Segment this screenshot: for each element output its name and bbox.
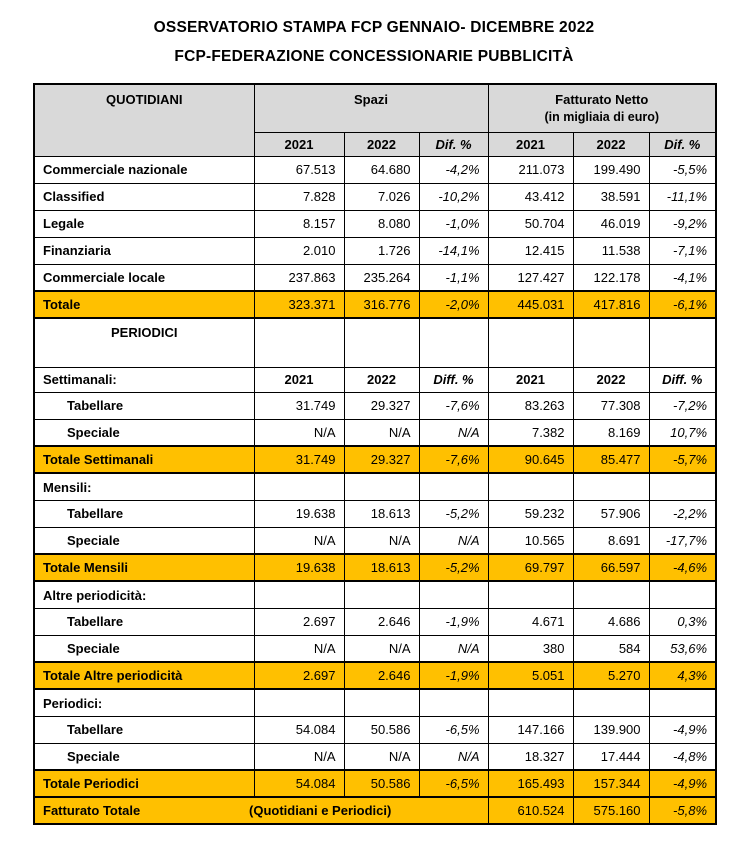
- table-row-grand-total: [34, 797, 716, 824]
- cell-value: 18.613: [344, 500, 419, 527]
- table-row-data: [34, 210, 716, 237]
- cell-value: -2,0%: [419, 291, 488, 318]
- table-body: [34, 156, 716, 824]
- cell-value: 59.232: [488, 500, 573, 527]
- row-label: Commerciale nazionale: [34, 156, 254, 183]
- cell-value: 5.270: [573, 662, 649, 689]
- cell-value: -14,1%: [419, 237, 488, 264]
- cell-value: 64.680: [344, 156, 419, 183]
- cell-value: 43.412: [488, 183, 573, 210]
- cell-value: 211.073: [488, 156, 573, 183]
- cell-value: 18.327: [488, 743, 573, 770]
- table-row-data: [34, 716, 716, 743]
- table-row-total: [34, 446, 716, 473]
- header-quotidiani: QUOTIDIANI: [34, 84, 254, 156]
- cell-value: 8.169: [573, 419, 649, 446]
- cell-value: 2021: [488, 367, 573, 392]
- page-title: [0, 0, 748, 71]
- cell-value: 2.697: [254, 608, 344, 635]
- empty-cell: [488, 581, 573, 608]
- cell-value: 7.828: [254, 183, 344, 210]
- cell-value: N/A: [254, 527, 344, 554]
- row-label: Periodici:: [34, 689, 254, 716]
- cell-value: 10,7%: [649, 419, 716, 446]
- empty-cell: [419, 689, 488, 716]
- cell-value: 445.031: [488, 291, 573, 318]
- cell-value: N/A: [419, 635, 488, 662]
- empty-cell: [344, 689, 419, 716]
- cell-value: 12.415: [488, 237, 573, 264]
- header-fatturato: [488, 84, 716, 132]
- table-row-data: [34, 743, 716, 770]
- table-row-data: [34, 527, 716, 554]
- cell-value: -5,5%: [649, 156, 716, 183]
- cell-value: -11,1%: [649, 183, 716, 210]
- cell-value: 323.371: [254, 291, 344, 318]
- empty-cell: [419, 318, 488, 345]
- cell-value: 2022: [573, 367, 649, 392]
- cell-value: 19.638: [254, 554, 344, 581]
- header-fatturato-line2: (in migliaia di euro): [544, 110, 660, 125]
- table-row-data: [34, 608, 716, 635]
- cell-value: 11.538: [573, 237, 649, 264]
- cell-value: 199.490: [573, 156, 649, 183]
- row-label: Finanziaria: [34, 237, 254, 264]
- header-dif-pct: Dif. %: [649, 132, 716, 156]
- cell-value: 57.906: [573, 500, 649, 527]
- empty-cell: [649, 581, 716, 608]
- row-label: Tabellare: [34, 500, 254, 527]
- cell-value: -1,9%: [419, 662, 488, 689]
- row-label: Commerciale locale: [34, 264, 254, 291]
- cell-value: -4,8%: [649, 743, 716, 770]
- cell-value: -1,0%: [419, 210, 488, 237]
- row-label: Mensili:: [34, 473, 254, 500]
- row-label: Legale: [34, 210, 254, 237]
- cell-value: 2.646: [344, 662, 419, 689]
- row-label: Totale Mensili: [34, 554, 254, 581]
- cell-value: 127.427: [488, 264, 573, 291]
- table-row-total: [34, 291, 716, 318]
- cell-value: 66.597: [573, 554, 649, 581]
- cell-value: 2.697: [254, 662, 344, 689]
- cell-value: -6,5%: [419, 716, 488, 743]
- cell-value: -5,2%: [419, 554, 488, 581]
- row-label: Speciale: [34, 635, 254, 662]
- cell-value: 53,6%: [649, 635, 716, 662]
- empty-cell: [419, 473, 488, 500]
- empty-cell: [34, 345, 254, 367]
- cell-value: N/A: [344, 419, 419, 446]
- empty-cell: [419, 581, 488, 608]
- empty-cell: [488, 318, 573, 345]
- cell-value: 2021: [254, 367, 344, 392]
- cell-value: 4.686: [573, 608, 649, 635]
- cell-value: -6,5%: [419, 770, 488, 797]
- cell-value: 147.166: [488, 716, 573, 743]
- row-label-cell: [34, 797, 488, 824]
- empty-cell: [488, 689, 573, 716]
- cell-value: 69.797: [488, 554, 573, 581]
- cell-value: -9,2%: [649, 210, 716, 237]
- cell-value: -4,9%: [649, 716, 716, 743]
- cell-value: -10,2%: [419, 183, 488, 210]
- cell-value: N/A: [344, 527, 419, 554]
- cell-value: -4,6%: [649, 554, 716, 581]
- cell-value: 19.638: [254, 500, 344, 527]
- empty-cell: [649, 345, 716, 367]
- table-header: [34, 84, 716, 156]
- cell-value: 575.160: [573, 797, 649, 824]
- row-label: Speciale: [34, 527, 254, 554]
- table-row-total: [34, 770, 716, 797]
- cell-value: 90.645: [488, 446, 573, 473]
- cell-value: N/A: [419, 527, 488, 554]
- cell-value: 0,3%: [649, 608, 716, 635]
- table-row-data: [34, 635, 716, 662]
- cell-value: 380: [488, 635, 573, 662]
- table-row-group-title: [34, 318, 716, 345]
- empty-cell: [488, 345, 573, 367]
- row-label: PERIODICI: [34, 318, 254, 345]
- row-label: Tabellare: [34, 716, 254, 743]
- empty-cell: [254, 581, 344, 608]
- table-row-section-label: [34, 473, 716, 500]
- cell-value: 139.900: [573, 716, 649, 743]
- empty-cell: [573, 473, 649, 500]
- cell-value: -6,1%: [649, 291, 716, 318]
- cell-value: 50.586: [344, 716, 419, 743]
- row-label: Altre periodicità:: [34, 581, 254, 608]
- fcp-report-table: [33, 83, 717, 825]
- header-year: 2021: [488, 132, 573, 156]
- empty-cell: [254, 345, 344, 367]
- cell-value: 31.749: [254, 446, 344, 473]
- cell-value: 50.704: [488, 210, 573, 237]
- empty-cell: [419, 345, 488, 367]
- empty-cell: [344, 581, 419, 608]
- table-wrapper: [33, 83, 715, 825]
- cell-value: N/A: [254, 743, 344, 770]
- table-row-data: [34, 183, 716, 210]
- header-row-groups: [34, 84, 716, 132]
- cell-value: -4,9%: [649, 770, 716, 797]
- cell-value: 1.726: [344, 237, 419, 264]
- table-row-data: [34, 237, 716, 264]
- header-fatturato-line1: Fatturato Netto: [555, 92, 649, 108]
- cell-value: 46.019: [573, 210, 649, 237]
- cell-value: 67.513: [254, 156, 344, 183]
- header-year: 2022: [573, 132, 649, 156]
- cell-value: 165.493: [488, 770, 573, 797]
- cell-value: -7,6%: [419, 446, 488, 473]
- empty-cell: [344, 473, 419, 500]
- empty-cell: [344, 318, 419, 345]
- row-label: Totale Altre periodicità: [34, 662, 254, 689]
- title-line-2: FCP-FEDERAZIONE CONCESSIONARIE PUBBLICITÀ: [174, 47, 574, 65]
- table-row-section-label: [34, 689, 716, 716]
- cell-value: 4.671: [488, 608, 573, 635]
- empty-cell: [573, 345, 649, 367]
- row-label: Tabellare: [34, 608, 254, 635]
- cell-value: N/A: [419, 419, 488, 446]
- cell-value: -7,6%: [419, 392, 488, 419]
- row-sublabel: (Quotidiani e Periodici): [249, 803, 392, 819]
- table-row-years: [34, 367, 716, 392]
- cell-value: -1,9%: [419, 608, 488, 635]
- cell-value: 237.863: [254, 264, 344, 291]
- cell-value: 122.178: [573, 264, 649, 291]
- cell-value: 4,3%: [649, 662, 716, 689]
- cell-value: 18.613: [344, 554, 419, 581]
- cell-value: 5.051: [488, 662, 573, 689]
- cell-value: 7.026: [344, 183, 419, 210]
- table-row-data: [34, 500, 716, 527]
- header-year: 2022: [344, 132, 419, 156]
- row-label: Classified: [34, 183, 254, 210]
- row-label: Totale Settimanali: [34, 446, 254, 473]
- row-label: Totale: [34, 291, 254, 318]
- title-line-1: OSSERVATORIO STAMPA FCP GENNAIO- DICEMBRE 2022: [153, 19, 595, 36]
- row-label: Speciale: [34, 743, 254, 770]
- table-row-total: [34, 554, 716, 581]
- cell-value: Diff. %: [649, 367, 716, 392]
- cell-value: 8.080: [344, 210, 419, 237]
- empty-cell: [488, 473, 573, 500]
- header-year: 2021: [254, 132, 344, 156]
- empty-cell: [344, 345, 419, 367]
- empty-cell: [649, 473, 716, 500]
- empty-cell: [254, 473, 344, 500]
- table-row-data: [34, 419, 716, 446]
- cell-value: -4,2%: [419, 156, 488, 183]
- empty-cell: [254, 318, 344, 345]
- table-row-total: [34, 662, 716, 689]
- cell-value: N/A: [254, 419, 344, 446]
- cell-value: -1,1%: [419, 264, 488, 291]
- cell-value: 157.344: [573, 770, 649, 797]
- cell-value: 31.749: [254, 392, 344, 419]
- row-label: Tabellare: [34, 392, 254, 419]
- cell-value: 7.382: [488, 419, 573, 446]
- cell-value: N/A: [344, 635, 419, 662]
- table-row-empty: [34, 345, 716, 367]
- cell-value: 50.586: [344, 770, 419, 797]
- cell-value: 77.308: [573, 392, 649, 419]
- cell-value: N/A: [419, 743, 488, 770]
- cell-value: N/A: [254, 635, 344, 662]
- cell-value: 584: [573, 635, 649, 662]
- empty-cell: [573, 581, 649, 608]
- cell-value: 235.264: [344, 264, 419, 291]
- cell-value: -4,1%: [649, 264, 716, 291]
- table-row-data: [34, 392, 716, 419]
- cell-value: -7,1%: [649, 237, 716, 264]
- table-row-data: [34, 156, 716, 183]
- cell-value: 316.776: [344, 291, 419, 318]
- cell-value: 610.524: [488, 797, 573, 824]
- cell-value: 54.084: [254, 770, 344, 797]
- cell-value: -5,2%: [419, 500, 488, 527]
- empty-cell: [573, 318, 649, 345]
- table-row-data: [34, 264, 716, 291]
- cell-value: Diff. %: [419, 367, 488, 392]
- cell-value: 38.591: [573, 183, 649, 210]
- header-dif-pct: Dif. %: [419, 132, 488, 156]
- cell-value: -7,2%: [649, 392, 716, 419]
- cell-value: 8.157: [254, 210, 344, 237]
- cell-value: -2,2%: [649, 500, 716, 527]
- cell-value: 29.327: [344, 446, 419, 473]
- cell-value: 417.816: [573, 291, 649, 318]
- cell-value: 29.327: [344, 392, 419, 419]
- cell-value: 54.084: [254, 716, 344, 743]
- empty-cell: [573, 689, 649, 716]
- cell-value: -5,8%: [649, 797, 716, 824]
- row-label: Fatturato Totale: [43, 803, 141, 819]
- cell-value: 85.477: [573, 446, 649, 473]
- cell-value: 2022: [344, 367, 419, 392]
- cell-value: -17,7%: [649, 527, 716, 554]
- header-spazi: Spazi: [254, 84, 488, 132]
- empty-cell: [649, 689, 716, 716]
- cell-value: 83.263: [488, 392, 573, 419]
- cell-value: -5,7%: [649, 446, 716, 473]
- row-label: Settimanali:: [34, 367, 254, 392]
- row-label: Speciale: [34, 419, 254, 446]
- empty-cell: [254, 689, 344, 716]
- empty-cell: [649, 318, 716, 345]
- table-row-section-label: [34, 581, 716, 608]
- cell-value: 2.646: [344, 608, 419, 635]
- row-label: Totale Periodici: [34, 770, 254, 797]
- cell-value: 10.565: [488, 527, 573, 554]
- cell-value: 17.444: [573, 743, 649, 770]
- cell-value: 2.010: [254, 237, 344, 264]
- cell-value: 8.691: [573, 527, 649, 554]
- cell-value: N/A: [344, 743, 419, 770]
